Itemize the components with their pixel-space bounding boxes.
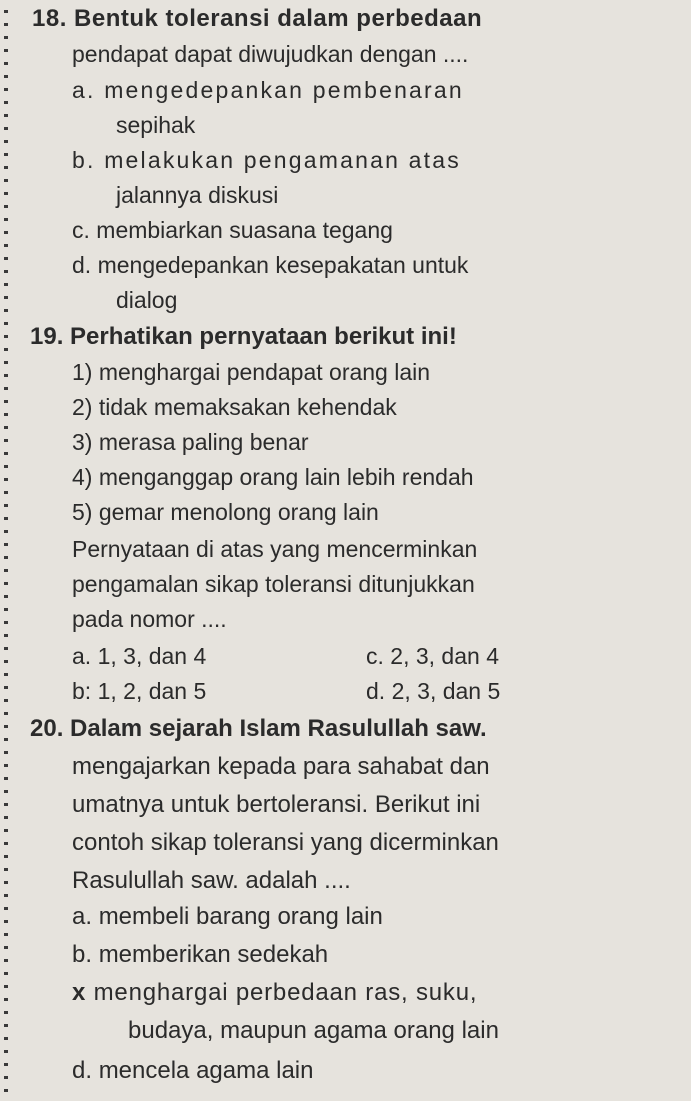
statement-text: tidak memaksakan kehendak: [98, 394, 397, 420]
option-text: mengedepankan kesepakatan untuk: [97, 252, 469, 278]
statement-text: gemar menolong orang lain: [98, 499, 379, 525]
statement-text: menghargai pendapat orang lain: [98, 359, 431, 385]
option-letter: c.: [366, 643, 384, 669]
option-letter: b:: [72, 678, 92, 704]
question-stem: Dalam sejarah Islam Rasulullah saw.: [70, 715, 487, 742]
statement-3: [72, 425, 309, 459]
statement-2: [72, 390, 397, 424]
option-text: 2, 3, dan 5: [391, 678, 501, 704]
option-19b[interactable]: [72, 674, 206, 708]
option-19d[interactable]: [366, 674, 500, 708]
option-18a-cont: sepihak: [116, 112, 196, 138]
option-letter: c.: [72, 217, 90, 243]
option-letter: d.: [366, 678, 386, 704]
statement-number: 1): [72, 359, 93, 385]
statement-number: 2): [72, 394, 93, 420]
question-20-line-1: [30, 712, 487, 746]
question-number: 18.: [32, 5, 67, 32]
statement-text: merasa paling benar: [98, 429, 309, 455]
question-19-prompt-1: Pernyataan di atas yang mencerminkan: [72, 536, 478, 562]
option-text: mencela agama lain: [98, 1057, 314, 1084]
option-text: menghargai perbedaan ras, suku,: [93, 979, 478, 1006]
option-20a[interactable]: [72, 900, 383, 934]
question-20-line-5: Rasulullah saw. adalah ....: [72, 867, 351, 894]
option-letter: d.: [72, 252, 92, 278]
question-stem: Bentuk toleransi dalam perbedaan: [74, 5, 483, 32]
question-18-line-1: [32, 2, 482, 36]
option-letter: d.: [72, 1057, 93, 1084]
statement-number: 5): [72, 499, 93, 525]
option-20c-cont: budaya, maupun agama orang lain: [128, 1017, 499, 1044]
answer-mark-x-icon: x: [72, 979, 87, 1006]
statement-text: menganggap orang lain lebih rendah: [98, 464, 474, 490]
statement-number: 4): [72, 464, 93, 490]
option-18b-cont: jalannya diskusi: [116, 182, 279, 208]
statement-number: 3): [72, 429, 93, 455]
question-stem: Perhatikan pernyataan berikut ini!: [70, 323, 457, 350]
option-text: memberikan sedekah: [98, 941, 329, 968]
option-letter: a.: [72, 903, 93, 930]
option-19c[interactable]: [366, 639, 499, 673]
option-letter: b.: [72, 941, 93, 968]
option-letter: a.: [72, 77, 96, 103]
question-19-line-1: [30, 320, 457, 354]
question-18-line-2: pendapat dapat diwujudkan dengan ....: [72, 41, 469, 67]
question-19-prompt-3: pada nomor ....: [72, 606, 227, 632]
statement-1: [72, 355, 430, 389]
option-text: membiarkan suasana tegang: [96, 217, 393, 243]
question-20-line-2: mengajarkan kepada para sahabat dan: [72, 753, 490, 780]
statement-5: [72, 495, 379, 529]
option-18a[interactable]: [72, 73, 464, 107]
option-text: melakukan pengamanan atas: [104, 147, 461, 173]
option-letter: b.: [72, 147, 96, 173]
option-18c[interactable]: [72, 213, 393, 247]
question-number: 20.: [30, 715, 64, 742]
question-20-line-3: umatnya untuk bertoleransi. Berikut ini: [72, 791, 481, 818]
option-18d[interactable]: [72, 248, 468, 282]
option-20c[interactable]: [72, 976, 477, 1010]
option-letter: a.: [72, 643, 92, 669]
option-text: membeli barang orang lain: [98, 903, 383, 930]
option-text: mengedepankan pembenaran: [104, 77, 464, 103]
statement-4: [72, 460, 474, 494]
question-20-line-4: contoh sikap toleransi yang dicerminkan: [72, 829, 499, 856]
option-text: 1, 2, dan 5: [97, 678, 207, 704]
option-20b[interactable]: [72, 938, 328, 972]
option-text: 1, 3, dan 4: [97, 643, 207, 669]
option-18b[interactable]: [72, 143, 461, 177]
question-number: 19.: [30, 323, 64, 350]
option-text: 2, 3, dan 4: [390, 643, 499, 669]
option-20d[interactable]: [72, 1054, 313, 1088]
option-18d-cont: dialog: [116, 287, 178, 313]
question-19-prompt-2: pengamalan sikap toleransi ditunjukkan: [72, 571, 475, 597]
option-19a[interactable]: [72, 639, 206, 673]
